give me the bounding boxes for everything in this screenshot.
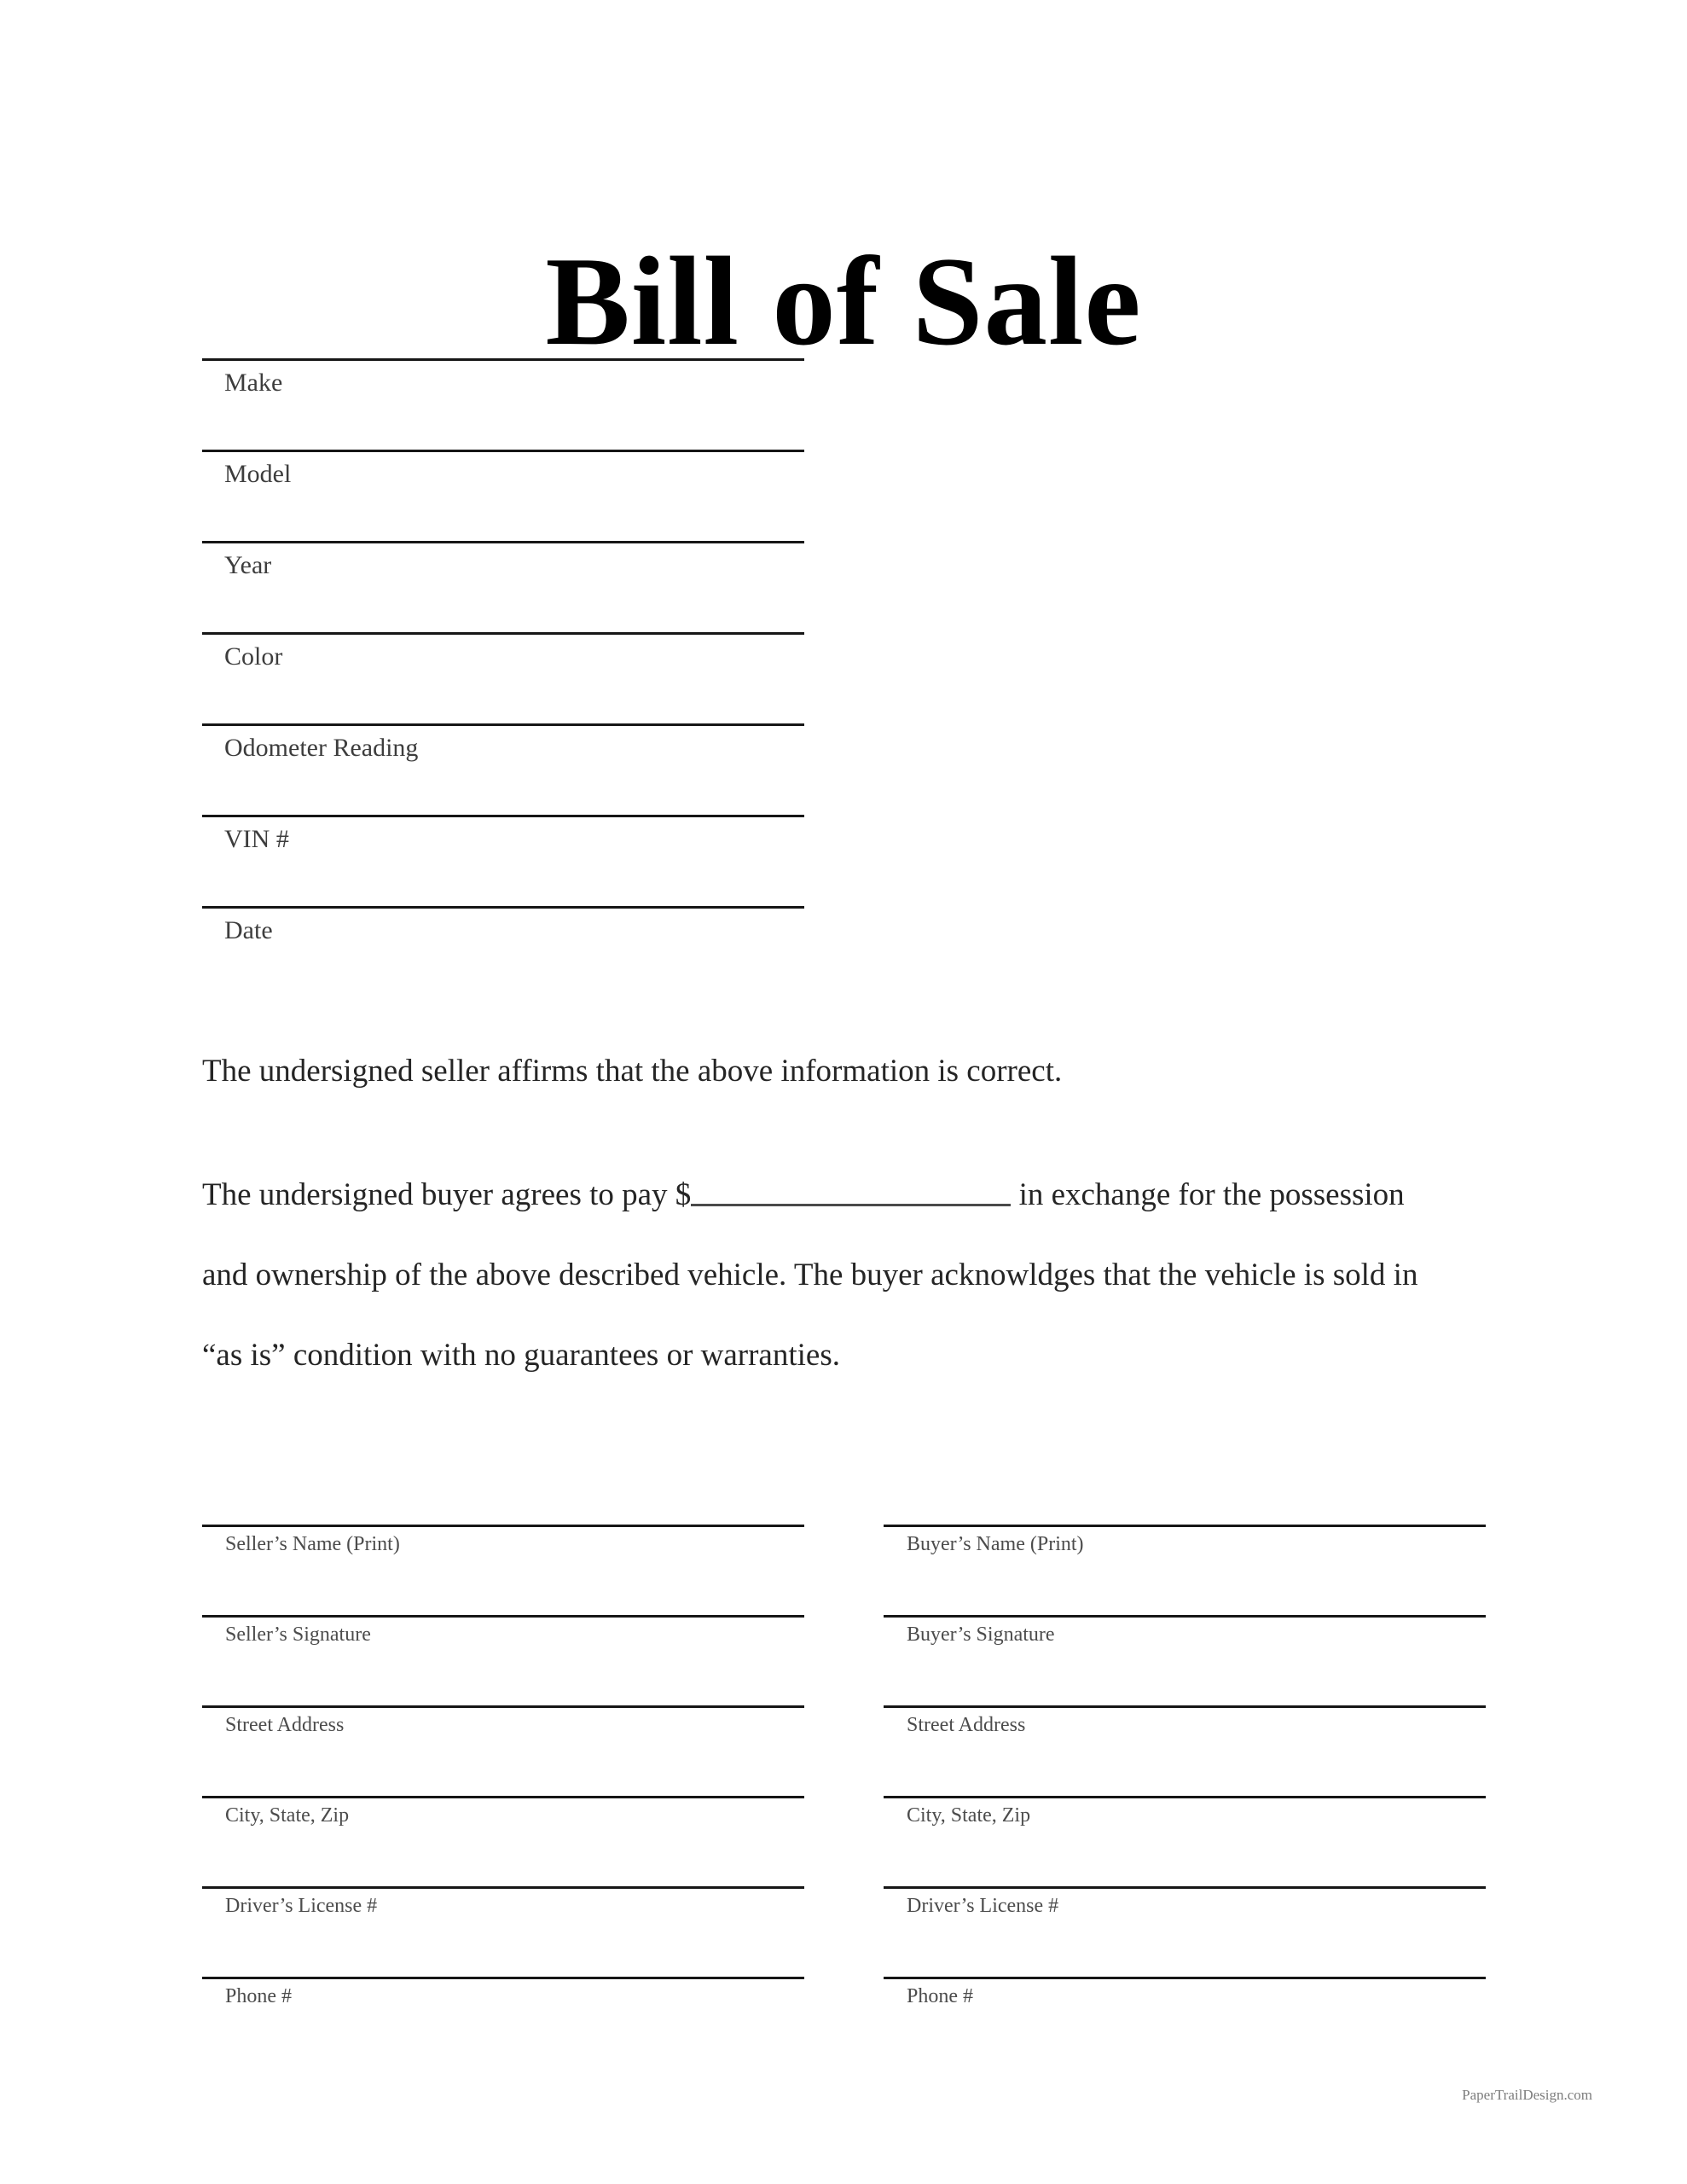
buyer-field-signature <box>884 1615 1486 1705</box>
seller-field-phone-label: Phone # <box>225 1985 292 2007</box>
vehicle-field-make <box>202 358 804 450</box>
seller-field-street-address-label: Street Address <box>225 1714 345 1736</box>
seller-field-phone <box>202 1977 804 2067</box>
seller-signature-section <box>202 1525 804 2067</box>
buyer-agreement-statement <box>202 1155 1652 1396</box>
buyer-statement-line1-prefix: The undersigned buyer agrees to pay $ <box>202 1177 692 1212</box>
seller-field-city-state-zip <box>202 1796 804 1886</box>
buyer-field-signature-label: Buyer’s Signature <box>907 1623 1055 1646</box>
vehicle-info-section <box>202 358 804 997</box>
buyer-statement-line-2: and ownership of the above described vehicle. The buyer acknowldges that the vehicle is sold in <box>202 1258 1418 1292</box>
buyer-field-drivers-license-label: Driver’s License # <box>907 1895 1059 1917</box>
buyer-field-phone <box>884 1977 1486 2067</box>
seller-field-name-label: Seller’s Name (Print) <box>225 1533 400 1555</box>
buyer-field-street-address <box>884 1705 1486 1796</box>
buyer-signature-section <box>884 1525 1486 2067</box>
vehicle-field-odometer-label: Odometer Reading <box>224 734 419 762</box>
buyer-field-street-address-label: Street Address <box>907 1714 1026 1736</box>
vehicle-field-vin <box>202 815 804 906</box>
seller-field-signature <box>202 1615 804 1705</box>
vehicle-field-model <box>202 450 804 541</box>
amount-blank-line <box>691 1195 1011 1206</box>
vehicle-field-date-label: Date <box>224 916 273 944</box>
vehicle-field-date <box>202 906 804 997</box>
seller-field-city-state-zip-label: City, State, Zip <box>225 1804 350 1827</box>
buyer-field-name-label: Buyer’s Name (Print) <box>907 1533 1084 1555</box>
seller-field-drivers-license <box>202 1886 804 1977</box>
seller-field-drivers-license-label: Driver’s License # <box>225 1895 378 1917</box>
vehicle-field-make-label: Make <box>224 369 283 397</box>
buyer-field-drivers-license <box>884 1886 1486 1977</box>
vehicle-field-vin-label: VIN # <box>224 825 289 853</box>
page-title: Bill of Sale <box>545 230 1142 372</box>
vehicle-field-odometer <box>202 723 804 815</box>
buyer-statement-line-3: “as is” condition with no guarantees or warranties. <box>202 1338 840 1373</box>
seller-affirmation-statement: The undersigned seller affirms that the above information is correct. <box>202 1054 1063 1089</box>
vehicle-field-year <box>202 541 804 632</box>
buyer-field-phone-label: Phone # <box>907 1985 973 2007</box>
buyer-statement-line-1 <box>202 1155 1652 1235</box>
vehicle-field-model-label: Model <box>224 460 292 488</box>
buyer-statement-line1-suffix: in exchange for the possession <box>1011 1177 1405 1212</box>
vehicle-field-color <box>202 632 804 723</box>
buyer-field-city-state-zip <box>884 1796 1486 1886</box>
buyer-field-name <box>884 1525 1486 1615</box>
vehicle-field-year-label: Year <box>224 551 272 579</box>
buyer-field-city-state-zip-label: City, State, Zip <box>907 1804 1031 1827</box>
seller-field-street-address <box>202 1705 804 1796</box>
seller-field-signature-label: Seller’s Signature <box>225 1623 371 1646</box>
footer-credit: PaperTrailDesign.com <box>1462 2087 1592 2103</box>
seller-field-name <box>202 1525 804 1615</box>
vehicle-field-color-label: Color <box>224 642 283 671</box>
